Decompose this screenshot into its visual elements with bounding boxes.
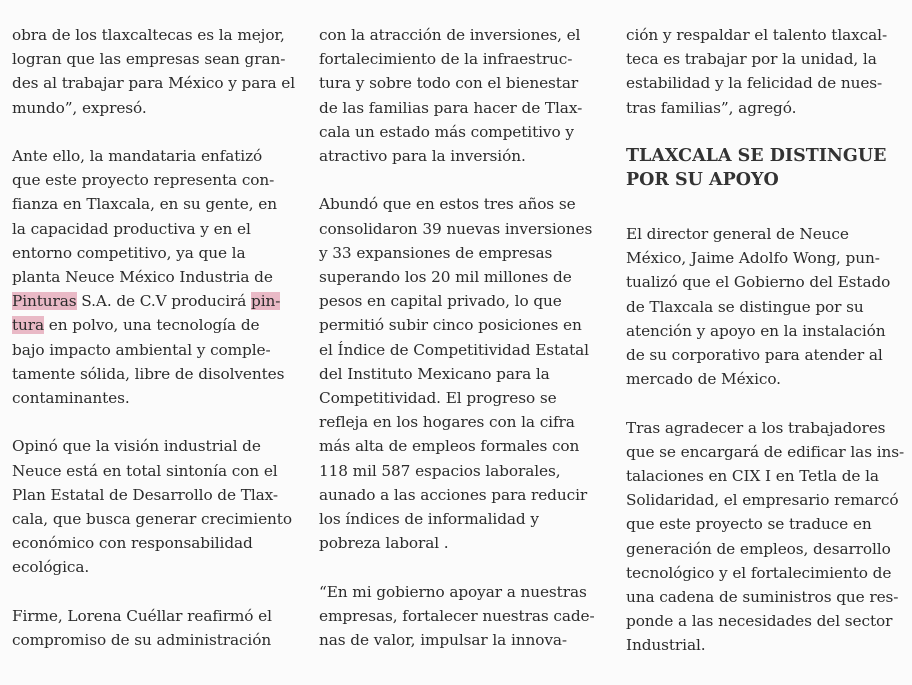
- paragraph: [12, 434, 302, 579]
- text-line: permitió subir cinco posiciones en: [319, 316, 582, 335]
- text-line: de las familias para hacer de Tlax-: [319, 98, 583, 117]
- paragraph: [12, 23, 302, 120]
- text-line: des al trabajar para México y para el: [12, 74, 295, 93]
- text-line: Plan Estatal de Desarrollo de Tlax-: [12, 485, 278, 504]
- text-line: Industrial.: [626, 636, 706, 655]
- heading-line: POR SU APOYO: [626, 170, 779, 190]
- text-line: nas de valor, impulsar la innova-: [319, 631, 568, 650]
- article-column-2: [319, 23, 609, 676]
- text-line: la capacidad productiva y en el: [12, 219, 251, 238]
- text-line: una cadena de suministros que res-: [626, 588, 899, 607]
- text-line: que este proyecto representa con-: [12, 171, 275, 190]
- article-column-3: [626, 23, 912, 682]
- highlighted-word: Pinturas: [12, 292, 77, 311]
- text-line: de Tlaxcala se distingue por su: [626, 297, 864, 316]
- text-line: atractivo para la inversión.: [319, 147, 526, 166]
- text-line: Ante ello, la mandataria enfatizó: [12, 147, 263, 165]
- paragraph: [626, 222, 912, 391]
- text-line: ecológica.: [12, 558, 90, 577]
- text-line: cala, que busca generar crecimiento: [12, 510, 292, 529]
- text-line: pobreza laboral .: [319, 534, 449, 553]
- text-line: talaciones en CIX I en Tetla de la: [626, 467, 879, 486]
- text-line: “En mi gobierno apoyar a nuestras: [319, 582, 587, 601]
- text-line: estabilidad y la felicidad de nues-: [626, 74, 883, 93]
- text-line: tamente sólida, libre de disolventes: [12, 364, 285, 383]
- text-line: bajo impacto ambiental y comple-: [12, 340, 271, 359]
- paragraph: [319, 23, 609, 168]
- paragraph: [626, 416, 912, 658]
- text-line: consolidaron 39 nuevas inversiones: [319, 219, 593, 238]
- text-line: que se encargará de edificar las ins-: [626, 442, 905, 461]
- text-fragment: en polvo, una tecnología de: [44, 316, 260, 335]
- text-line: tura y sobre todo con el bienestar: [319, 74, 579, 93]
- text-line: Neuce está en total sintonía con el: [12, 461, 278, 480]
- text-line: planta Neuce México Industria de: [12, 268, 273, 287]
- highlighted-word: pin-: [251, 292, 281, 311]
- text-line: Opinó que la visión industrial de: [12, 437, 261, 456]
- text-line: [12, 313, 302, 337]
- text-line: con la atracción de inversiones, el: [319, 26, 581, 44]
- text-line: más alta de empleos formales con: [319, 437, 580, 456]
- text-line: fianza en Tlaxcala, en su gente, en: [12, 195, 277, 214]
- text-line: logran que las empresas sean gran-: [12, 50, 286, 69]
- paragraph: [319, 580, 609, 653]
- paragraph: [319, 192, 609, 555]
- text-line: refleja en los hogares con la cifra: [319, 413, 575, 432]
- text-line: cala un estado más competitivo y: [319, 122, 574, 141]
- text-line: pesos en capital privado, lo que: [319, 292, 562, 311]
- text-line: económico con responsabilidad: [12, 534, 253, 553]
- text-line: teca es trabajar por la unidad, la: [626, 50, 877, 69]
- text-line: generación de empleos, desarrollo: [626, 539, 891, 558]
- text-line: compromiso de su administración: [12, 631, 272, 650]
- text-line: tecnológico y el fortalecimiento de: [626, 563, 892, 582]
- text-line: El director general de Neuce: [626, 225, 849, 243]
- text-line: atención y apoyo en la instalación: [626, 321, 886, 340]
- text-line: mercado de México.: [626, 370, 781, 389]
- text-line: aunado a las acciones para reducir: [319, 485, 588, 504]
- paragraph: [12, 144, 302, 410]
- text-line: superando los 20 mil millones de: [319, 268, 572, 287]
- text-line: Firme, Lorena Cuéllar reafirmó el: [12, 606, 272, 625]
- text-line: los índices de informalidad y: [319, 510, 539, 529]
- text-line: empresas, fortalecer nuestras cade-: [319, 606, 595, 625]
- text-line: mundo”, expresó.: [12, 98, 147, 117]
- text-line: y 33 expansiones de empresas: [319, 243, 553, 262]
- text-line: tras familias”, agregó.: [626, 98, 797, 117]
- text-line: México, Jaime Adolfo Wong, pun-: [626, 249, 880, 268]
- text-line: fortalecimiento de la infraestruc-: [319, 50, 573, 69]
- text-line: obra de los tlaxcaltecas es la mejor,: [12, 26, 285, 44]
- text-line: el Índice de Competitividad Estatal: [319, 340, 589, 359]
- text-fragment: S.A. de C.V producirá: [76, 292, 252, 311]
- paragraph: [12, 604, 302, 652]
- text-line: 118 mil 587 espacios laborales,: [319, 461, 561, 480]
- text-line: Solidaridad, el empresario remarcó: [626, 491, 899, 510]
- article-column-1: [12, 23, 302, 676]
- text-line: entorno competitivo, ya que la: [12, 243, 246, 262]
- highlighted-word: tura: [12, 316, 45, 335]
- paragraph: [626, 23, 912, 120]
- section-heading: [626, 144, 912, 192]
- text-line: que este proyecto se traduce en: [626, 515, 872, 534]
- text-line: Abundó que en estos tres años se: [319, 195, 576, 214]
- text-line: Competitividad. El progreso se: [319, 389, 557, 408]
- heading-line: TLAXCALA SE DISTINGUE: [626, 146, 887, 166]
- text-line: tualizó que el Gobierno del Estado: [626, 273, 891, 292]
- text-line: ponde a las necesidades del sector: [626, 612, 893, 631]
- text-line: [12, 289, 302, 313]
- text-line: del Instituto Mexicano para la: [319, 364, 550, 383]
- text-line: de su corporativo para atender al: [626, 346, 883, 365]
- text-line: Tras agradecer a los trabajadores: [626, 418, 886, 437]
- text-line: ción y respaldar el talento tlaxcal-: [626, 26, 888, 44]
- text-line: contaminantes.: [12, 389, 130, 408]
